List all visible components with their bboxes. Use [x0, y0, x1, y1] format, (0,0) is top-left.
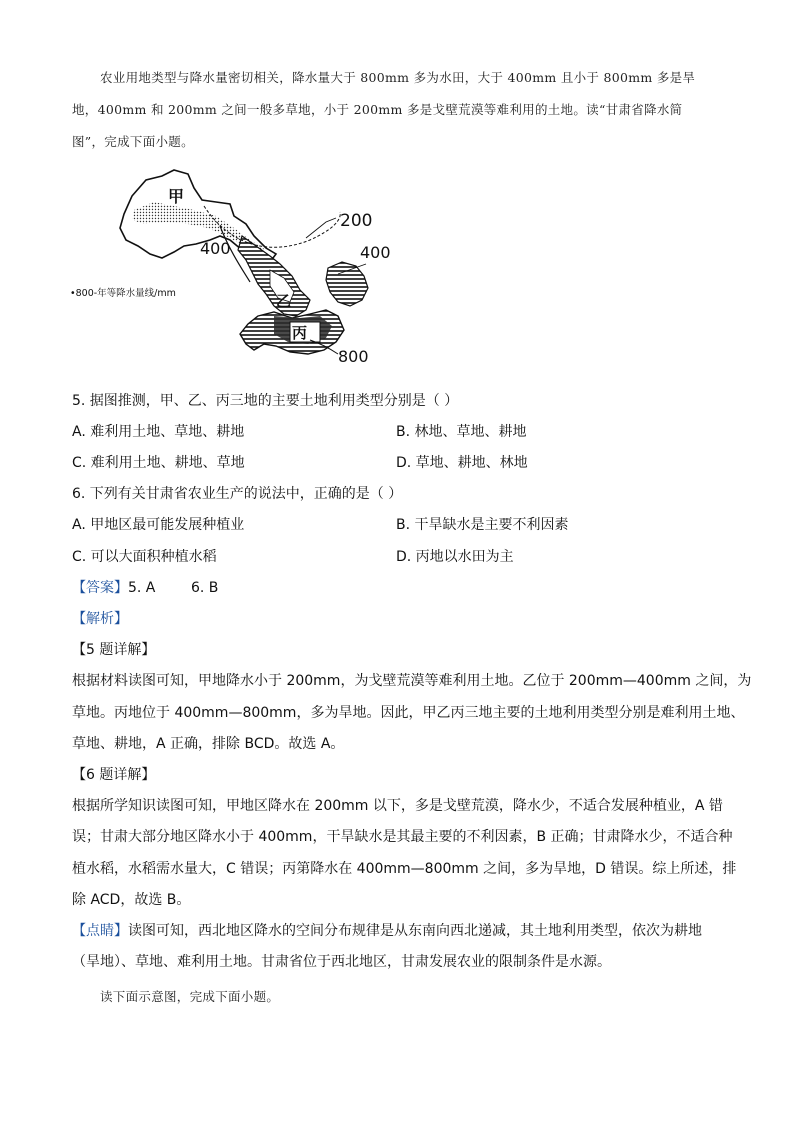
comment-line-2: （旱地）、草地、难利用土地。甘肃省位于西北地区，甘肃发展农业的限制条件是水源。 — [72, 954, 611, 970]
detail6-line-1: 根据所学知识读图可知，甲地区降水在 200mm 以下，多是戈壁荒漠，降水少，不适合发展种植业，A 错 — [72, 798, 723, 814]
answer-text: 5. A 6. B — [128, 580, 219, 596]
label-jia: 甲 — [168, 187, 185, 206]
q5-stem: 5. 据图推测，甲、乙、丙三地的主要土地利用类型分别是（ ） — [72, 393, 459, 409]
answer-label: 【答案】 — [72, 580, 128, 596]
analysis-label: 【解析】 — [72, 611, 128, 627]
label-bing: 丙 — [292, 324, 308, 342]
detail6-line-3: 植水稻，水稻需水量大，C 错误；丙第降水在 400mm—800mm 之间，多为旱地，D 错误。综上所述，排 — [72, 861, 737, 877]
isoline-800-label: 800 — [338, 347, 369, 366]
comment-label: 【点睛】 — [72, 923, 128, 939]
q6-option-a: A. 甲地区最可能发展种植业 — [72, 517, 245, 533]
isoline-400-right-label: 400 — [360, 243, 391, 262]
isoline-400-left-label: 400 — [200, 239, 231, 258]
detail5-line-1: 根据材料读图可知，甲地降水小于 200mm，为戈壁荒漠等难利用土地。乙位于 200mm—400mm 之间，为 — [72, 673, 752, 689]
q5-option-b: B. 林地、草地、耕地 — [396, 424, 527, 440]
gansu-precipitation-map — [70, 166, 410, 374]
intro-line-1: 农业用地类型与降水量密切相关，降水量大于 800mm 多为水田，大于 400mm 且小于 800mm 多是旱 — [100, 70, 696, 85]
next-prompt: 读下面示意图，完成下面小题。 — [100, 989, 280, 1004]
detail6-label: 【6 题详解】 — [72, 767, 156, 783]
detail6-line-2: 误；甘肃大部分地区降水小于 400mm，干旱缺水是其最主要的不利因素，B 正确；甘肃降水少，不适合种 — [72, 829, 733, 845]
comment-line-1 — [72, 920, 702, 940]
q5-option-d: D. 草地、耕地、林地 — [396, 455, 528, 471]
answer-line — [72, 577, 218, 597]
intro-line-2: 地，400mm 和 200mm 之间一般多草地，小于 200mm 多是戈壁荒漠等难利用的土地。读“甘肃省降水简 — [72, 102, 683, 117]
map-legend: •800-年等降水量线/mm — [70, 288, 176, 299]
eastern-spur-shape — [326, 262, 368, 306]
intro-line-3: 图”，完成下面小题。 — [72, 134, 194, 149]
comment-text-1: 读图可知，西北地区降水的空间分布规律是从东南向西北递减，其土地利用类型，依次为耕地 — [128, 923, 702, 939]
q6-option-c: C. 可以大面积种植水稻 — [72, 549, 217, 565]
q6-option-d: D. 丙地以水田为主 — [396, 549, 514, 565]
q6-option-b: B. 干旱缺水是主要不利因素 — [396, 517, 569, 533]
q5-option-c: C. 难利用土地、耕地、草地 — [72, 455, 245, 471]
detail5-label: 【5 题详解】 — [72, 642, 156, 658]
detail5-line-2: 草地。丙地位于 400mm—800mm，多为旱地。因此，甲乙丙三地主要的土地利用类型分别是难利用土地、 — [72, 705, 745, 721]
label-yi: 乙 — [276, 292, 292, 310]
detail6-line-4: 除 ACD，故选 B。 — [72, 892, 191, 908]
q6-stem: 6. 下列有关甘肃省农业生产的说法中，正确的是（ ） — [72, 486, 403, 502]
detail5-line-3: 草地、耕地，A 正确，排除 BCD。故选 A。 — [72, 736, 345, 752]
q5-option-a: A. 难利用土地、草地、耕地 — [72, 424, 245, 440]
isoline-200-label: 200 — [340, 211, 373, 231]
